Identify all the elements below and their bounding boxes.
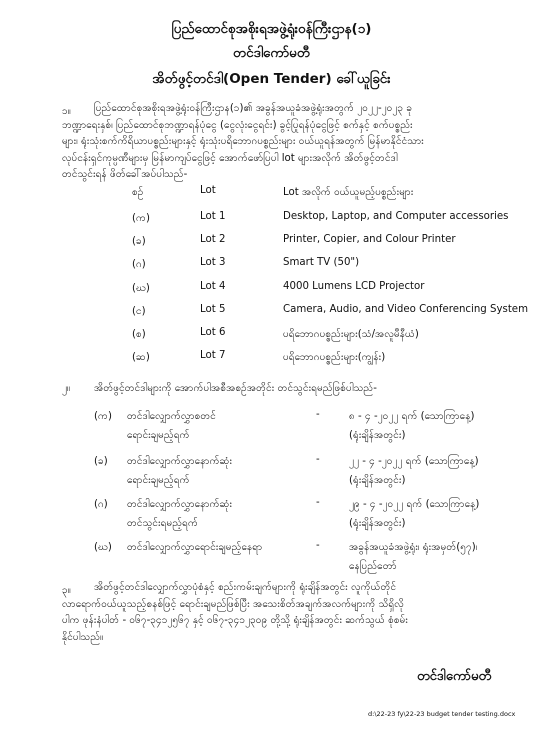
schedule-label: တင်ဒါလျှောက်လွှာနောက်ဆုံး <box>127 499 233 510</box>
lot-serial: (င) <box>132 305 146 317</box>
lot-serial: (ဂ) <box>132 259 146 271</box>
schedule-note: (ရုံးချိန်အတွင်း) <box>349 475 406 486</box>
schedule-label: တင်ဒါလျှောက်လွှာနောက်ဆုံး <box>127 456 233 467</box>
schedule-date: ၂၉ - ၄ -၂၀၂၂ ရက် (သောကြာနေ့) <box>349 499 480 510</box>
schedule-dash: - <box>316 497 320 508</box>
section-1-paragraph <box>62 101 522 184</box>
header-serial: စဉ် <box>132 187 144 198</box>
section-1-line: ဘဏ္ဍာရေးနှစ်၊ ပြည်ထောင်စုဘဏ္ဍာရန်ပုံငွေ (ငွေလုံးငွေရင်း) ခွင့်ပြုရန်ပုံငွေဖြင့် စက်နှင့် စက်ပစ္စည်း <box>62 119 413 131</box>
schedule-note: နေပြည်တော် <box>349 561 397 572</box>
header-items: Lot အလိုက် ဝယ်ယူမည့်ပစ္စည်းများ <box>283 187 414 198</box>
schedule-dash: - <box>316 454 320 465</box>
schedule-note: (ရုံးချိန်အတွင်း) <box>349 518 406 529</box>
lot-number: Lot 6 <box>200 327 226 338</box>
schedule-mark: (ဃ) <box>94 542 112 553</box>
schedule-mark: (က) <box>94 411 112 422</box>
footer-file-path: d:\22-23 fy\22-23 budget tender testing.docx <box>368 710 516 718</box>
schedule-note: (ရုံးချိန်အတွင်း) <box>349 430 406 441</box>
section-3-line: ပါက ဖုန်းနံပါတ် - ၀၆၇-၃၄၁၂၅၆၇ နှင့် ၀၆၇-၃၄၁၂၃၀၉ တို့သို့ ရုံးချိန်အတွင်း ဆက်သွယ် စုံစမ်း <box>62 615 408 626</box>
lot-number: Lot 5 <box>200 303 226 315</box>
lot-description: Printer, Copier, and Colour Printer <box>283 234 456 246</box>
lot-number: Lot 1 <box>200 211 226 222</box>
schedule-date: ၈ - ၄ -၂၀၂၂ ရက် (သောကြာနေ့) <box>349 411 475 422</box>
committee-heading: တင်ဒါကော်မတီ <box>233 45 310 61</box>
lot-serial: (ခ) <box>132 236 146 248</box>
ministry-heading: ပြည်ထောင်စုအစိုးရအဖွဲ့ရုံးဝန်ကြီးဌာန(၁) <box>171 21 372 37</box>
section-3-line: အိတ်ဖွင့်တင်ဒါလျှောက်လွှာပုံစံနှင့် စည်းကမ်းချက်များကို ရုံးချိန်အတွင်း လူကိုယ်တိုင် <box>94 582 397 593</box>
header-lot: Lot <box>200 185 216 196</box>
schedule-mark: (ဂ) <box>94 499 108 510</box>
lot-description: ပရိဘောဂပစ္စည်းများ(သံ/အလူမီနီယံ) <box>283 329 419 340</box>
schedule-mark: (ခ) <box>94 456 108 467</box>
signature-committee: တင်ဒါကော်မတီ <box>417 669 492 684</box>
lot-description: ပရိဘောဂပစ္စည်းများ(ကျွန်း) <box>283 352 386 364</box>
section-3-paragraph <box>62 580 522 646</box>
lot-serial: (ဆ) <box>132 352 150 364</box>
lot-number: Lot 4 <box>200 280 226 292</box>
lot-number: Lot 7 <box>200 350 226 362</box>
lot-description: Camera, Audio, and Video Conferencing System <box>283 303 529 315</box>
section-1-number: ၁။ <box>62 106 71 117</box>
lot-description: Desktop, Laptop, and Computer accessories <box>283 211 509 222</box>
section-2-number: ၂။ <box>62 383 71 394</box>
section-3-line: နိုင်ပါသည်။ <box>62 631 104 643</box>
schedule-label-second-line: တင်သွင်းရမည့်ရက် <box>127 518 198 529</box>
schedule-label-second-line: ရောင်းချမည့်ရက် <box>127 430 190 441</box>
lot-serial: (ဃ) <box>132 282 150 294</box>
notice-title: အိတ်ဖွင့်တင်ဒါ(Open Tender) ခေါ်ယူခြင်း <box>152 71 391 87</box>
lot-serial: (က) <box>132 213 150 224</box>
lot-number: Lot 3 <box>200 257 226 269</box>
section-1-line: လုပ်ငန်းရှင်ကုမ္ပဏီများမှ မြန်မာကျပ်ငွေဖြင့် အောက်ဖော်ပြပါ lot များအလိုက် အိတ်ဖွင့်တင်ဒါ <box>62 152 398 164</box>
section-3-number: ၃။ <box>62 585 71 596</box>
schedule-date: အခွန်အယူခံအဖွဲ့ရုံး၊ ရုံးအမှတ်(၅၇)၊ <box>349 542 478 553</box>
lot-description: Smart TV (50") <box>283 257 360 269</box>
lot-description: 4000 Lumens LCD Projector <box>283 280 425 292</box>
schedule-label: တင်ဒါလျှောက်လွှာစတင် <box>127 411 216 422</box>
section-3-line: လာရောက်ဝယ်ယူသည့်စနစ်ဖြင့် ရောင်းချမည်ဖြစ်ပြီး အသေးစိတ်အချက်အလက်များကို သိရှိလို <box>62 598 404 610</box>
section-1-line: တင်သွင်းရန် ဖိတ်ခေါ်အပ်ပါသည်- <box>62 169 188 180</box>
section-1-line: များ၊ ရုံးသုံးစက်ကိရိယာပစ္စည်းများနှင့် ရုံးသုံးပရိဘောဂပစ္စည်းများ ဝယ်ယူရန်အတွက် မြန်မာနိုင်ငံသား <box>62 136 424 147</box>
schedule-label: တင်ဒါလျှောက်လွှာရောင်းချမည့်နေရာ <box>127 542 263 553</box>
schedule-label-second-line: ရောင်းချမည့်ရက် <box>127 475 190 486</box>
schedule-date: ၂၂ - ၄ -၂၀၂၂ ရက် (သောကြာနေ့) <box>349 456 479 467</box>
schedule-dash: - <box>316 540 320 551</box>
section-2-intro: အိတ်ဖွင့်တင်ဒါများကို အောက်ပါအစီအစဉ်အတိုင်း တင်သွင်းရမည်ဖြစ်ပါသည်- <box>94 383 377 394</box>
lot-serial: (စ) <box>132 329 146 340</box>
lot-number: Lot 2 <box>200 234 226 246</box>
section-1-line: ပြည်ထောင်စုအစိုးရအဖွဲ့ရုံးဝန်ကြီးဌာန(၁)၏ အခွန်အယူခံအဖွဲ့ရုံးအတွက် ၂၀၂၂-၂၀၂၃ ခု <box>94 103 413 114</box>
schedule-dash: - <box>316 409 320 420</box>
